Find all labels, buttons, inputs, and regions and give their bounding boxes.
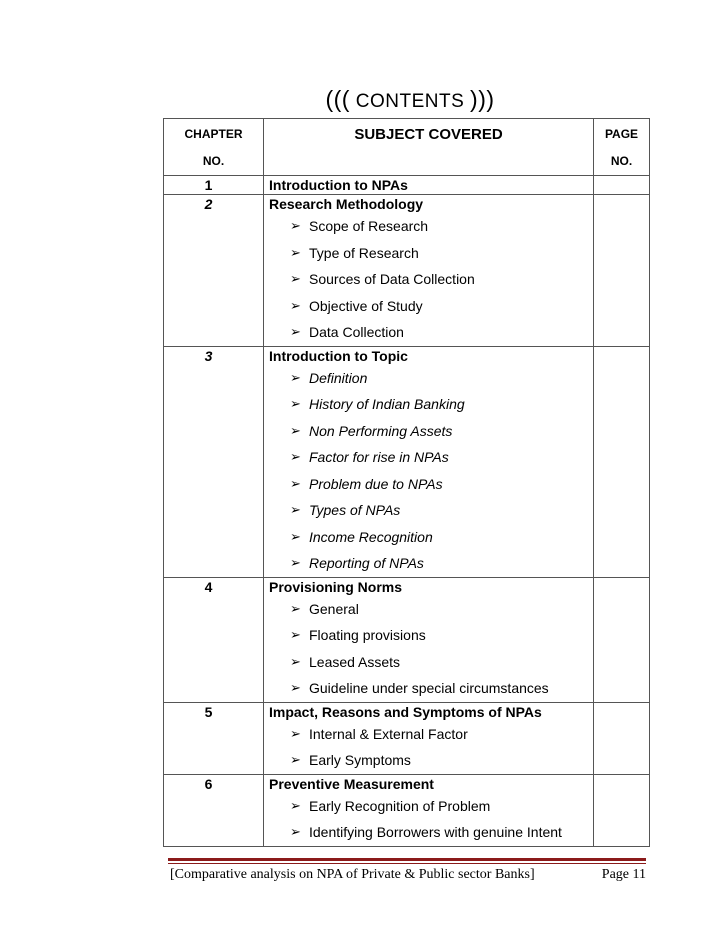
arrow-bullet-icon: ➢ bbox=[290, 475, 301, 491]
list-item bbox=[290, 319, 593, 346]
title-text: CONTENTS bbox=[355, 91, 465, 112]
chapter-topic: Research Methodology bbox=[269, 196, 424, 212]
page-header bbox=[594, 119, 650, 176]
list-item bbox=[290, 747, 593, 774]
arrow-bullet-icon: ➢ bbox=[290, 528, 301, 544]
chapter-topic: Preventive Measurement bbox=[269, 775, 434, 792]
subtopic-list bbox=[264, 596, 593, 702]
subtopic-label: History of Indian Banking bbox=[309, 396, 465, 412]
subtopic-label: Objective of Study bbox=[309, 297, 423, 314]
subject-header bbox=[264, 119, 594, 176]
list-item bbox=[290, 497, 593, 524]
list-item bbox=[290, 550, 593, 577]
title-suffix: ))) bbox=[470, 86, 495, 112]
list-item bbox=[290, 391, 593, 418]
page-header-line2: NO. bbox=[610, 154, 633, 168]
chapter-header bbox=[164, 119, 264, 176]
subtopic-label: Leased Assets bbox=[309, 653, 401, 670]
page-cell bbox=[594, 702, 650, 774]
subtopic-list bbox=[264, 213, 593, 346]
subtopic-label: Internal & External Factor bbox=[309, 725, 468, 742]
chapter-row bbox=[164, 176, 650, 195]
list-item bbox=[290, 471, 593, 498]
subtopic-label: Types of NPAs bbox=[309, 502, 401, 518]
chapter-number: 6 bbox=[204, 775, 213, 792]
subtopic-label: Definition bbox=[309, 369, 368, 386]
list-item bbox=[290, 418, 593, 445]
contents-table bbox=[163, 118, 650, 847]
arrow-bullet-icon: ➢ bbox=[290, 725, 301, 741]
subtopic-label: Sources of Data Collection bbox=[309, 271, 475, 287]
chapter-number: 2 bbox=[204, 196, 213, 212]
arrow-bullet-icon: ➢ bbox=[290, 244, 301, 260]
list-item bbox=[290, 213, 593, 240]
arrow-bullet-icon: ➢ bbox=[290, 297, 301, 313]
chapter-row bbox=[164, 774, 650, 846]
chapter-row bbox=[164, 577, 650, 702]
chapter-row bbox=[164, 346, 650, 577]
subtopic-label: Non Performing Assets bbox=[309, 422, 453, 439]
list-item bbox=[290, 293, 593, 320]
list-item bbox=[290, 721, 593, 748]
chapter-topic: Introduction to NPAs bbox=[269, 177, 408, 193]
page-cell bbox=[594, 346, 650, 577]
subtopic-label: Reporting of NPAs bbox=[309, 555, 424, 571]
arrow-bullet-icon: ➢ bbox=[290, 369, 301, 385]
arrow-bullet-icon: ➢ bbox=[290, 422, 301, 438]
list-item bbox=[290, 793, 593, 820]
subtopic-label: Floating provisions bbox=[309, 627, 426, 643]
subtopic-list bbox=[264, 365, 593, 577]
page-header-line1: PAGE bbox=[604, 127, 639, 141]
list-item bbox=[290, 444, 593, 471]
footer-document-title: [Comparative analysis on NPA of Private & Public sector Banks] bbox=[170, 867, 535, 882]
arrow-bullet-icon: ➢ bbox=[290, 324, 301, 339]
chapter-number: 1 bbox=[204, 177, 213, 193]
page-cell bbox=[594, 774, 650, 846]
subtopic-label: Type of Research bbox=[309, 244, 419, 261]
footer-page-number: Page 11 bbox=[601, 867, 646, 882]
subject-header-label: SUBJECT COVERED bbox=[354, 126, 503, 143]
page-footer bbox=[170, 867, 646, 883]
chapter-topic: Provisioning Norms bbox=[269, 578, 403, 595]
subtopic-label: Scope of Research bbox=[309, 218, 429, 234]
subtopic-label: Guideline under special circumstances bbox=[309, 680, 549, 696]
arrow-bullet-icon: ➢ bbox=[290, 600, 301, 616]
list-item bbox=[290, 649, 593, 676]
subtopic-label: General bbox=[309, 600, 359, 617]
chapter-number: 3 bbox=[204, 347, 213, 364]
list-item bbox=[290, 240, 593, 267]
subtopic-list bbox=[264, 793, 593, 846]
chapter-row bbox=[164, 195, 650, 347]
footer-rule-thick bbox=[168, 858, 646, 861]
arrow-bullet-icon: ➢ bbox=[290, 502, 301, 517]
list-item bbox=[290, 266, 593, 293]
chapter-header-line2: NO. bbox=[202, 154, 225, 168]
page-cell bbox=[594, 577, 650, 702]
list-item bbox=[290, 622, 593, 649]
list-item bbox=[290, 524, 593, 551]
subtopic-label: Problem due to NPAs bbox=[309, 475, 443, 492]
chapter-number: 5 bbox=[204, 703, 213, 720]
subtopic-list bbox=[264, 721, 593, 774]
arrow-bullet-icon: ➢ bbox=[290, 271, 301, 286]
header-row bbox=[164, 119, 650, 176]
arrow-bullet-icon: ➢ bbox=[290, 680, 301, 695]
arrow-bullet-icon: ➢ bbox=[290, 218, 301, 233]
subtopic-label: Factor for rise in NPAs bbox=[309, 449, 449, 465]
subtopic-label: Early Symptoms bbox=[309, 752, 411, 768]
arrow-bullet-icon: ➢ bbox=[290, 653, 301, 669]
chapter-topic: Impact, Reasons and Symptoms of NPAs bbox=[269, 703, 542, 720]
contents-title bbox=[0, 86, 728, 113]
subtopic-label: Data Collection bbox=[309, 324, 404, 340]
arrow-bullet-icon: ➢ bbox=[290, 797, 301, 813]
footer-rule-thin bbox=[168, 863, 646, 864]
subtopic-label: Income Recognition bbox=[309, 528, 433, 545]
chapter-number: 4 bbox=[204, 578, 213, 595]
chapter-header-line1: CHAPTER bbox=[184, 127, 243, 141]
subtopic-label: Identifying Borrowers with genuine Intent bbox=[309, 824, 562, 840]
list-item bbox=[290, 819, 593, 846]
arrow-bullet-icon: ➢ bbox=[290, 555, 301, 570]
arrow-bullet-icon: ➢ bbox=[290, 396, 301, 411]
chapter-row bbox=[164, 702, 650, 774]
title-prefix: ((( bbox=[325, 86, 350, 112]
arrow-bullet-icon: ➢ bbox=[290, 824, 301, 839]
subtopic-label: Early Recognition of Problem bbox=[309, 797, 491, 814]
list-item bbox=[290, 675, 593, 702]
list-item bbox=[290, 365, 593, 392]
arrow-bullet-icon: ➢ bbox=[290, 752, 301, 767]
chapter-topic: Introduction to Topic bbox=[269, 347, 408, 364]
arrow-bullet-icon: ➢ bbox=[290, 627, 301, 642]
page-cell bbox=[594, 195, 650, 347]
list-item bbox=[290, 596, 593, 623]
page-cell bbox=[594, 176, 650, 195]
arrow-bullet-icon: ➢ bbox=[290, 449, 301, 464]
